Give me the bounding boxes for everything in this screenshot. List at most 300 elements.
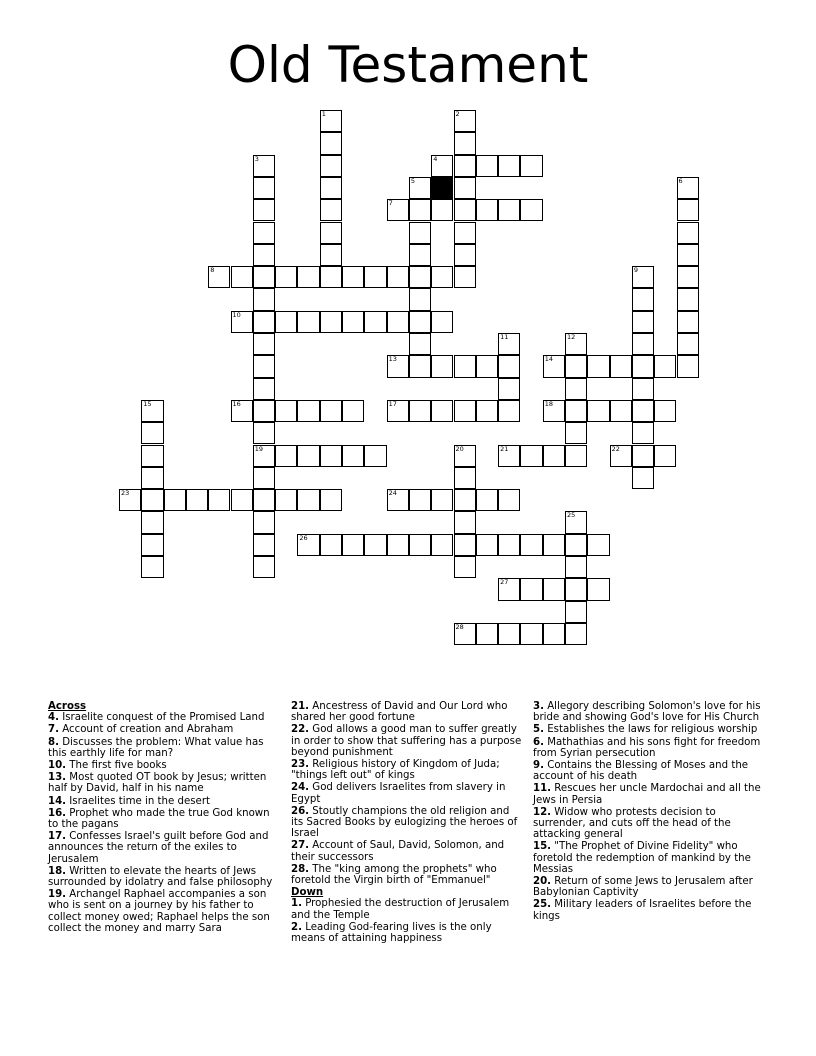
clue-number: 7 xyxy=(388,199,393,208)
block-square xyxy=(431,177,453,199)
grid-cell[interactable] xyxy=(677,311,699,333)
grid-cell[interactable] xyxy=(632,378,654,400)
clue-item xyxy=(48,796,280,807)
grid-cell[interactable] xyxy=(231,311,253,333)
clue-number: 1 xyxy=(321,110,326,118)
grid-cell[interactable] xyxy=(454,222,476,244)
grid-cell[interactable] xyxy=(543,400,565,422)
grid-cell[interactable] xyxy=(565,534,587,556)
grid-cell[interactable] xyxy=(565,623,587,645)
grid-cell[interactable] xyxy=(654,355,676,377)
clue-text: Leading God-fearing lives is the only means of attaining happiness xyxy=(291,921,492,945)
clue-text: Israelite conquest of the Promised Land xyxy=(58,712,265,724)
grid-cell[interactable] xyxy=(409,222,431,244)
grid-cell[interactable] xyxy=(387,400,409,422)
clue-number: 13. xyxy=(48,772,67,784)
grid-cell[interactable] xyxy=(431,155,453,177)
clue-item xyxy=(291,724,523,758)
grid-cell[interactable] xyxy=(632,400,654,422)
grid-cell[interactable] xyxy=(431,534,453,556)
grid-cell[interactable] xyxy=(476,623,498,645)
grid-cell[interactable] xyxy=(342,311,364,333)
clue-number: 26. xyxy=(291,805,310,817)
grid-cell[interactable] xyxy=(431,266,453,288)
clue-item xyxy=(48,760,280,771)
clue-number: 19. xyxy=(48,889,67,901)
grid-cell[interactable] xyxy=(587,534,609,556)
clue-item xyxy=(48,889,280,934)
clue-number: 24. xyxy=(291,782,310,794)
grid-cell[interactable] xyxy=(587,355,609,377)
clue-number: 15. xyxy=(533,841,552,853)
grid-cell[interactable] xyxy=(632,355,654,377)
clue-number: 18. xyxy=(48,865,67,877)
grid-cell[interactable] xyxy=(543,445,565,467)
grid-cell[interactable] xyxy=(364,534,386,556)
clue-number: 21 xyxy=(500,444,509,453)
grid-cell[interactable] xyxy=(342,445,364,467)
grid-cell[interactable] xyxy=(409,311,431,333)
clue-text: Ancestress of David and Our Lord who shared her good fortune xyxy=(291,701,508,724)
grid-cell[interactable] xyxy=(253,311,275,333)
clue-text: Account of Saul, David, Solomon, and their successors xyxy=(291,840,505,863)
grid-cell[interactable] xyxy=(297,534,319,556)
grid-cell[interactable] xyxy=(141,511,163,533)
grid-cell[interactable] xyxy=(610,355,632,377)
clue-text: Written to elevate the hearts of Jews surrounded by idolatry and false philosophy xyxy=(48,865,273,889)
grid-cell[interactable] xyxy=(476,199,498,221)
grid-cell[interactable] xyxy=(253,556,275,578)
grid-cell[interactable] xyxy=(476,400,498,422)
clue-number: 5 xyxy=(410,176,416,185)
grid-cell[interactable] xyxy=(431,400,453,422)
grid-cell[interactable] xyxy=(342,266,364,288)
grid-cell[interactable] xyxy=(253,378,275,400)
grid-cell[interactable] xyxy=(387,266,409,288)
grid-cell[interactable] xyxy=(208,266,230,288)
grid-cell[interactable] xyxy=(565,400,587,422)
grid-cell[interactable] xyxy=(409,266,431,288)
grid-cell[interactable] xyxy=(409,534,431,556)
grid-cell[interactable] xyxy=(141,556,163,578)
grid-cell[interactable] xyxy=(253,400,275,422)
clue-number: 12. xyxy=(533,806,552,818)
grid-cell[interactable] xyxy=(454,177,476,199)
grid-cell[interactable] xyxy=(610,400,632,422)
grid-cell[interactable] xyxy=(387,489,409,511)
clue-item xyxy=(291,701,523,723)
clue-text: Stoutly champions the old religion and its Sacred Books by eulogizing the heroes of Israel xyxy=(291,805,518,840)
grid-cell[interactable] xyxy=(454,467,476,489)
grid-cell[interactable] xyxy=(320,266,342,288)
grid-cell[interactable] xyxy=(498,400,520,422)
grid-cell[interactable] xyxy=(364,311,386,333)
clue-text: God delivers Israelites from slavery in Egypt xyxy=(291,782,506,805)
clue-number: 13 xyxy=(388,355,397,364)
grid-cell[interactable] xyxy=(565,355,587,377)
grid-cell[interactable] xyxy=(208,489,230,511)
grid-cell[interactable] xyxy=(587,578,609,600)
grid-cell[interactable] xyxy=(498,355,520,377)
grid-cell[interactable] xyxy=(565,511,587,533)
clue-item xyxy=(533,899,765,921)
grid-cell[interactable] xyxy=(565,578,587,600)
clue-text: Return of some Jews to Jerusalem after Babylonian Captivity xyxy=(533,876,753,899)
grid-cell[interactable] xyxy=(141,422,163,444)
grid-cell[interactable] xyxy=(454,110,476,132)
grid-cell[interactable] xyxy=(454,199,476,221)
grid-cell[interactable] xyxy=(565,601,587,623)
grid-cell[interactable] xyxy=(409,400,431,422)
grid-cell[interactable] xyxy=(454,511,476,533)
grid-cell[interactable] xyxy=(253,288,275,310)
grid-cell[interactable] xyxy=(654,400,676,422)
grid-cell[interactable] xyxy=(520,534,542,556)
clue-text: Mathathias and his sons fight for freedom from Syrian persecution xyxy=(533,736,761,759)
clue-number: 4. xyxy=(48,712,59,724)
grid-cell[interactable] xyxy=(543,578,565,600)
grid-cell[interactable] xyxy=(654,445,676,467)
grid-cell[interactable] xyxy=(409,355,431,377)
grid-cell[interactable] xyxy=(454,400,476,422)
grid-cell[interactable] xyxy=(454,445,476,467)
grid-cell[interactable] xyxy=(632,288,654,310)
grid-cell[interactable] xyxy=(520,199,542,221)
grid-cell[interactable] xyxy=(231,489,253,511)
grid-cell[interactable] xyxy=(476,489,498,511)
grid-cell[interactable] xyxy=(275,266,297,288)
grid-cell[interactable] xyxy=(275,400,297,422)
grid-cell[interactable] xyxy=(632,266,654,288)
clue-item xyxy=(291,864,523,886)
clue-item xyxy=(48,866,280,888)
clue-number: 6. xyxy=(533,736,544,748)
grid-cell[interactable] xyxy=(253,445,275,467)
grid-cell[interactable] xyxy=(677,244,699,266)
clue-item xyxy=(48,772,280,794)
grid-cell[interactable] xyxy=(387,311,409,333)
clue-text: Prophesied the destruction of Jerusalem and the Temple xyxy=(291,898,510,921)
grid-cell[interactable] xyxy=(587,400,609,422)
clue-number: 3. xyxy=(533,701,544,712)
grid-cell[interactable] xyxy=(141,489,163,511)
clue-number: 1. xyxy=(291,898,302,910)
clue-number: 15 xyxy=(143,399,152,408)
clue-text: Israelites time in the desert xyxy=(66,795,211,807)
grid-cell[interactable] xyxy=(253,266,275,288)
clue-text: The "king among the prophets" who foretold the Virgin birth of "Emmanuel" xyxy=(291,863,497,887)
grid-cell[interactable] xyxy=(498,623,520,645)
grid-cell[interactable] xyxy=(253,155,275,177)
clue-number: 2 xyxy=(455,110,460,118)
grid-cell[interactable] xyxy=(543,534,565,556)
grid-cell[interactable] xyxy=(320,132,342,154)
clue-number: 4 xyxy=(433,154,438,163)
grid-cell[interactable] xyxy=(320,534,342,556)
grid-cell[interactable] xyxy=(342,400,364,422)
grid-cell[interactable] xyxy=(320,177,342,199)
clue-number: 6 xyxy=(678,176,683,185)
clue-number: 26 xyxy=(299,533,308,542)
grid-cell[interactable] xyxy=(498,333,520,355)
across-heading: Across xyxy=(48,701,87,712)
grid-cell[interactable] xyxy=(320,199,342,221)
grid-cell[interactable] xyxy=(253,333,275,355)
grid-cell[interactable] xyxy=(387,534,409,556)
grid-cell[interactable] xyxy=(364,445,386,467)
clue-item xyxy=(291,840,523,862)
grid-cell[interactable] xyxy=(141,534,163,556)
clue-text: Contains the Blessing of Moses and the account of his death xyxy=(533,760,749,783)
grid-cell[interactable] xyxy=(498,378,520,400)
grid-cell[interactable] xyxy=(297,266,319,288)
grid-cell[interactable] xyxy=(677,288,699,310)
clue-text: "The Prophet of Divine Fidelity" who foretold the redemption of mankind by the Messias xyxy=(533,841,751,875)
grid-cell[interactable] xyxy=(387,355,409,377)
grid-cell[interactable] xyxy=(632,333,654,355)
grid-cell[interactable] xyxy=(476,534,498,556)
clue-number: 10. xyxy=(48,760,67,772)
clue-number: 8. xyxy=(48,736,59,748)
grid-cell[interactable] xyxy=(275,311,297,333)
clue-column-2 xyxy=(291,701,523,945)
grid-cell[interactable] xyxy=(320,222,342,244)
clue-number: 16. xyxy=(48,807,67,819)
grid-cell[interactable] xyxy=(364,266,386,288)
grid-cell[interactable] xyxy=(632,422,654,444)
grid-cell[interactable] xyxy=(253,177,275,199)
grid-cell[interactable] xyxy=(231,400,253,422)
grid-cell[interactable] xyxy=(342,534,364,556)
clue-item xyxy=(291,759,523,781)
clue-item xyxy=(533,876,765,898)
clue-number: 10 xyxy=(232,310,241,319)
grid-cell[interactable] xyxy=(632,311,654,333)
grid-cell[interactable] xyxy=(141,400,163,422)
grid-cell[interactable] xyxy=(677,199,699,221)
clue-number: 3 xyxy=(254,154,259,163)
grid-cell[interactable] xyxy=(409,489,431,511)
clue-number: 21. xyxy=(291,701,310,712)
clue-number: 16 xyxy=(232,399,241,408)
grid-cell[interactable] xyxy=(297,400,319,422)
grid-cell[interactable] xyxy=(320,400,342,422)
grid-cell[interactable] xyxy=(431,355,453,377)
grid-cell[interactable] xyxy=(253,244,275,266)
clue-item xyxy=(48,831,280,865)
grid-cell[interactable] xyxy=(476,355,498,377)
clue-number: 22 xyxy=(611,444,620,453)
grid-cell[interactable] xyxy=(141,445,163,467)
grid-cell[interactable] xyxy=(565,333,587,355)
grid-cell[interactable] xyxy=(498,155,520,177)
clue-item xyxy=(533,737,765,759)
clue-item xyxy=(533,701,765,723)
clue-column-1 xyxy=(48,701,280,935)
clue-text: Discusses the problem: What value has this earthly life for man? xyxy=(48,736,264,759)
clue-column-3 xyxy=(533,701,765,923)
clue-text: Establishes the laws for religious worship xyxy=(543,724,758,736)
clue-item xyxy=(533,760,765,782)
grid-cell[interactable] xyxy=(498,199,520,221)
clue-number: 12 xyxy=(567,333,576,341)
grid-cell[interactable] xyxy=(565,556,587,578)
clue-number: 25. xyxy=(533,899,552,911)
grid-cell[interactable] xyxy=(409,288,431,310)
clue-number: 25 xyxy=(567,511,576,520)
clue-number: 28 xyxy=(455,622,464,631)
clue-number: 28. xyxy=(291,863,310,875)
grid-cell[interactable] xyxy=(253,422,275,444)
grid-cell[interactable] xyxy=(253,467,275,489)
grid-cell[interactable] xyxy=(454,556,476,578)
grid-cell[interactable] xyxy=(320,155,342,177)
clue-item xyxy=(533,724,765,735)
grid-cell[interactable] xyxy=(320,489,342,511)
grid-cell[interactable] xyxy=(275,445,297,467)
clue-number: 8 xyxy=(210,266,215,275)
clue-text: Rescues her uncle Mardochai and all the Jews in Persia xyxy=(533,783,761,806)
grid-cell[interactable] xyxy=(164,489,186,511)
clue-text: Military leaders of Israelites before the kings xyxy=(533,899,752,922)
grid-cell[interactable] xyxy=(498,534,520,556)
clue-item xyxy=(291,898,523,920)
clue-item xyxy=(48,724,280,735)
grid-cell[interactable] xyxy=(253,534,275,556)
grid-cell[interactable] xyxy=(409,177,431,199)
clue-item xyxy=(533,783,765,805)
clue-number: 5. xyxy=(533,724,544,736)
clue-number: 24 xyxy=(388,489,397,498)
grid-cell[interactable] xyxy=(454,623,476,645)
grid-cell[interactable] xyxy=(454,355,476,377)
grid-cell[interactable] xyxy=(498,445,520,467)
clue-number: 2. xyxy=(291,921,302,933)
clue-text: Prophet who made the true God known to the pagans xyxy=(48,807,270,831)
grid-cell[interactable] xyxy=(677,333,699,355)
grid-cell[interactable] xyxy=(409,333,431,355)
grid-cell[interactable] xyxy=(454,489,476,511)
clue-item xyxy=(533,841,765,875)
grid-cell[interactable] xyxy=(431,311,453,333)
grid-cell[interactable] xyxy=(520,578,542,600)
grid-cell[interactable] xyxy=(677,177,699,199)
clue-text: Archangel Raphael accompanies a son who is sent on a journey by his father to collect money owed; Raphael helps the son collect the money and marry Sara xyxy=(48,889,270,934)
clue-number: 27. xyxy=(291,840,310,852)
clue-number: 23. xyxy=(291,759,310,771)
clue-item xyxy=(533,807,765,841)
clue-number: 17. xyxy=(48,831,67,843)
clue-text: The first five books xyxy=(66,760,167,772)
grid-cell[interactable] xyxy=(677,222,699,244)
clue-item xyxy=(48,808,280,830)
clue-item xyxy=(291,782,523,804)
clue-number: 19 xyxy=(254,444,264,453)
grid-cell[interactable] xyxy=(253,222,275,244)
puzzle-title: Old Testament xyxy=(227,36,589,94)
grid-cell[interactable] xyxy=(141,467,163,489)
clue-item xyxy=(48,712,280,723)
grid-cell[interactable] xyxy=(253,355,275,377)
clue-number: 14. xyxy=(48,795,67,807)
grid-cell[interactable] xyxy=(454,266,476,288)
clue-number: 18 xyxy=(544,399,553,408)
grid-cell[interactable] xyxy=(610,445,632,467)
grid-cell[interactable] xyxy=(320,110,342,132)
grid-cell[interactable] xyxy=(498,578,520,600)
grid-cell[interactable] xyxy=(520,155,542,177)
clue-item xyxy=(291,922,523,944)
clue-number: 17 xyxy=(388,399,397,408)
clue-item xyxy=(48,737,280,759)
grid-cell[interactable] xyxy=(297,489,319,511)
grid-cell[interactable] xyxy=(454,244,476,266)
grid-cell[interactable] xyxy=(231,266,253,288)
clue-text: Widow who protests decision to surrender, and cuts off the head of the attacking general xyxy=(533,806,731,841)
grid-cell[interactable] xyxy=(275,489,297,511)
grid-cell[interactable] xyxy=(387,199,409,221)
clue-text: God allows a good man to suffer greatly in order to show that suffering has a purpose beyond punishment xyxy=(291,724,522,758)
clue-number: 9. xyxy=(533,760,544,772)
clue-number: 23 xyxy=(121,489,130,498)
clue-number: 20. xyxy=(533,876,552,888)
clue-text: Allegory describing Solomon's love for his bride and showing God's love for His Church xyxy=(533,701,761,724)
grid-cell[interactable] xyxy=(677,266,699,288)
grid-cell[interactable] xyxy=(632,445,654,467)
grid-cell[interactable] xyxy=(119,489,141,511)
grid-cell[interactable] xyxy=(520,445,542,467)
clue-number: 9 xyxy=(633,266,639,275)
grid-cell[interactable] xyxy=(476,155,498,177)
grid-cell[interactable] xyxy=(632,467,654,489)
clue-list xyxy=(48,701,778,961)
clue-number: 11 xyxy=(500,333,509,341)
grid-cell[interactable] xyxy=(454,132,476,154)
grid-cell[interactable] xyxy=(253,199,275,221)
grid-cell[interactable] xyxy=(677,355,699,377)
clue-number: 20 xyxy=(455,444,464,453)
grid-cell[interactable] xyxy=(186,489,208,511)
grid-cell[interactable] xyxy=(409,199,431,221)
grid-cell[interactable] xyxy=(320,244,342,266)
grid-cell[interactable] xyxy=(498,489,520,511)
grid-cell[interactable] xyxy=(297,311,319,333)
grid-cell[interactable] xyxy=(543,355,565,377)
grid-cell[interactable] xyxy=(454,155,476,177)
grid-cell[interactable] xyxy=(565,422,587,444)
clue-text: Most quoted OT book by Jesus; written half by David, half in his name xyxy=(48,772,267,795)
grid-cell[interactable] xyxy=(253,489,275,511)
clue-number: 14 xyxy=(544,355,553,364)
grid-cell[interactable] xyxy=(253,511,275,533)
grid-cell[interactable] xyxy=(409,244,431,266)
grid-cell[interactable] xyxy=(320,311,342,333)
grid-cell[interactable] xyxy=(431,199,453,221)
grid-cell[interactable] xyxy=(520,623,542,645)
down-heading: Down xyxy=(291,887,324,899)
clue-text: Account of creation and Abraham xyxy=(58,724,234,736)
clue-text: Confesses Israel's guilt before God and announces the return of the exiles to Jerusalem xyxy=(48,831,269,865)
grid-cell[interactable] xyxy=(297,445,319,467)
grid-cell[interactable] xyxy=(565,378,587,400)
clue-item xyxy=(291,806,523,840)
clue-number: 11. xyxy=(533,783,552,795)
grid-cell[interactable] xyxy=(320,445,342,467)
grid-cell[interactable] xyxy=(454,534,476,556)
grid-cell[interactable] xyxy=(431,489,453,511)
grid-cell[interactable] xyxy=(565,445,587,467)
grid-cell[interactable] xyxy=(543,623,565,645)
